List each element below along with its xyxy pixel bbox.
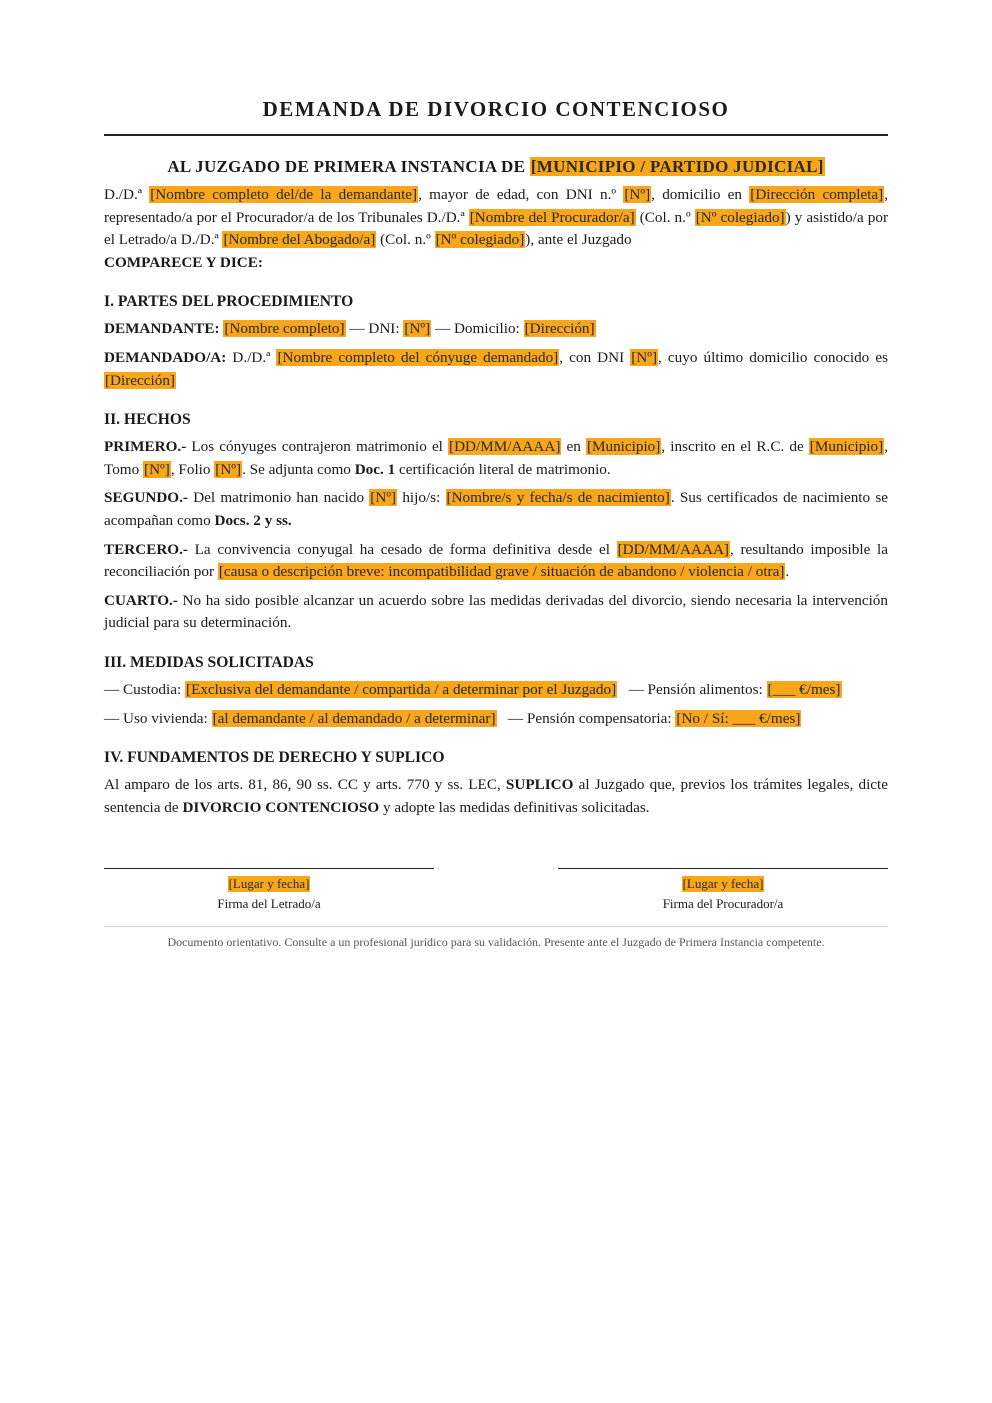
placeholder-hijos: [Nombre/s y fecha/s de nacimiento] <box>446 489 670 507</box>
hecho-segundo <box>104 487 888 532</box>
court-placeholder: [MUNICIPIO / PARTIDO JUDICIAL] <box>530 157 824 176</box>
placeholder-demandante-nombre-short: [Nombre completo] <box>224 320 345 338</box>
signature-label-procurador: Firma del Procurador/a <box>662 896 784 911</box>
placeholder-demandante-direccion: [Dirección completa] <box>750 186 884 203</box>
comparece-line: COMPARECE Y DICE: <box>104 253 263 271</box>
placeholder-demandante-dni-short: [Nº] <box>404 320 431 338</box>
hechos-text: . Se adjunta como <box>242 460 355 478</box>
docs-reference: Docs. 2 y ss. <box>214 511 292 529</box>
placeholder-procurador-nombre: [Nombre del Procurador/a] <box>469 208 635 226</box>
medida-compensatoria-label: — Pensión compensatoria: <box>504 709 676 727</box>
signature-line-letrado <box>104 868 434 869</box>
court-prefix: AL JUZGADO DE PRIMERA INSTANCIA DE <box>167 157 526 176</box>
signature-procurador <box>558 868 888 913</box>
demandante-line <box>104 318 888 341</box>
placeholder-lugar-fecha-procurador: [Lugar y fecha] <box>682 876 764 891</box>
placeholder-causa: [causa o descripción breve: incompatibilidad grave / situación de abandono / violencia / otra] <box>218 563 785 581</box>
placeholder-vivienda: [al demandante / al demandado / a determinar] <box>212 709 496 727</box>
placeholder-tomo: [Nº] <box>144 460 170 478</box>
hecho-tercero <box>104 539 888 584</box>
section-heading-fundamentos: IV. FUNDAMENTOS DE DERECHO Y SUPLICO <box>104 749 445 767</box>
hechos-text: . <box>785 563 790 581</box>
intro-text: (Col. n.º <box>376 231 435 249</box>
hecho-cuarto <box>104 590 888 635</box>
placeholder-demandante-dni: [Nº] <box>624 186 651 203</box>
placeholder-folio: [Nº] <box>215 460 242 478</box>
hechos-text: , inscrito en el R.C. de <box>661 438 809 456</box>
medida-custodia-label: — Custodia: <box>104 680 186 698</box>
demandado-line <box>104 347 888 392</box>
hecho-cuarto-label: CUARTO.- <box>104 591 178 609</box>
placeholder-custodia: [Exclusiva del demandante / compartida / a determinar por el Juzgado] <box>186 680 617 698</box>
title-divider <box>104 134 888 136</box>
placeholder-fecha-cese: [DD/MM/AAAA] <box>617 540 729 558</box>
partes-text: D./D.ª <box>226 348 277 366</box>
hechos-text: , Tomo <box>104 438 888 478</box>
intro-text: ), ante el Juzgado <box>525 231 632 249</box>
placeholder-demandado-nombre: [Nombre completo del cónyuge demandado] <box>277 348 559 366</box>
hechos-text: certificación literal de matrimonio. <box>395 460 611 478</box>
placeholder-abogado-nombre: [Nombre del Abogado/a] <box>223 231 376 249</box>
suplico-word: SUPLICO <box>505 776 574 794</box>
placeholder-procurador-colegiado: [Nº colegiado] <box>695 208 785 226</box>
placeholder-alimentos: [___ €/mes] <box>767 680 841 698</box>
fundamentos-text: al Juzgado que, previos los trámites legales, dicte sentencia de <box>104 776 888 816</box>
hechos-text: La convivencia conyugal ha cesado de forma definitiva desde el <box>187 540 617 558</box>
medida-vivienda-label: — Uso vivienda: <box>104 709 212 727</box>
intro-text: , representado/a por el Procurador/a de los Tribunales D./D.ª <box>104 186 888 226</box>
hecho-primero-label: PRIMERO.- <box>104 438 187 456</box>
section-heading-partes: I. PARTES DEL PROCEDIMIENTO <box>104 293 354 311</box>
placeholder-num-hijos: [Nº] <box>370 489 397 507</box>
hecho-primero <box>104 436 888 481</box>
medida-alimentos-label: — Pensión alimentos: <box>624 680 767 698</box>
intro-text: ) y asistido/a por el Letrado/a D./D.ª <box>104 208 888 249</box>
hechos-text: hijo/s: <box>397 489 446 507</box>
medida-vivienda-compensatoria <box>104 708 888 731</box>
hechos-text: Los cónyuges contrajeron matrimonio el <box>186 438 449 456</box>
intro-text: , mayor de edad, con DNI n.º <box>418 186 624 203</box>
hechos-text: No ha sido posible alcanzar un acuerdo sobre las medidas derivadas del divorcio, siendo necesaria la intervención judicial para su determinación. <box>104 591 888 632</box>
partes-text: — DNI: <box>345 320 404 338</box>
fundamentos-text: y adopte las medidas definitivas solicitadas. <box>379 798 650 816</box>
partes-text: — Domicilio: <box>431 320 524 338</box>
signature-row <box>104 868 888 918</box>
court-heading <box>104 154 888 180</box>
intro-paragraph <box>104 184 888 252</box>
partes-text: , cuyo último domicilio conocido es <box>658 348 888 366</box>
demandado-label: DEMANDADO/A: <box>104 348 227 366</box>
placeholder-lugar-fecha-letrado: [Lugar y fecha] <box>228 876 310 891</box>
placeholder-abogado-colegiado: [Nº colegiado] <box>435 231 525 249</box>
placeholder-municipio-rc: [Municipio] <box>809 438 884 456</box>
fundamentos-text: Al amparo de los arts. 81, 86, 90 ss. CC y arts. 770 y ss. LEC, <box>104 776 506 794</box>
signature-label-letrado: Firma del Letrado/a <box>217 896 321 911</box>
hecho-segundo-label: SEGUNDO.- <box>104 489 188 507</box>
intro-text: (Col. n.º <box>635 208 695 226</box>
placeholder-demandante-direccion-short: [Dirección] <box>524 320 595 338</box>
section-heading-hechos: II. HECHOS <box>104 411 191 429</box>
document-title: DEMANDA DE DIVORCIO CONTENCIOSO <box>262 97 730 121</box>
divorcio-contencioso-word: DIVORCIO CONTENCIOSO <box>182 798 380 816</box>
document-body <box>104 94 888 825</box>
hechos-text: . Sus certificados de nacimiento se acompañan como <box>104 489 888 529</box>
intro-text: , domicilio en <box>651 186 750 203</box>
partes-text: , con DNI <box>559 348 631 366</box>
footer-divider <box>104 926 888 927</box>
signature-line-procurador <box>558 868 888 869</box>
intro-text: D./D.ª <box>104 186 150 203</box>
placeholder-fecha-matrimonio: [DD/MM/AAAA] <box>449 438 561 456</box>
signature-letrado <box>104 868 434 913</box>
hechos-text: , resultando imposible la reconciliación por <box>104 540 888 581</box>
footer-note: Documento orientativo. Consulte a un profesional jurídico para su validación. Presente ante el Juzgado de Primera Instancia competente. <box>167 935 825 949</box>
medida-custodia-alimentos <box>104 679 888 702</box>
hechos-text: Del matrimonio han nacido <box>187 489 370 507</box>
hechos-text: , Folio <box>170 460 215 478</box>
fundamentos-paragraph <box>104 774 888 819</box>
placeholder-demandado-dni: [Nº] <box>631 348 658 366</box>
doc-reference: Doc. 1 <box>354 460 396 478</box>
section-heading-medidas: III. MEDIDAS SOLICITADAS <box>104 653 314 671</box>
demandante-label: DEMANDANTE: <box>104 320 220 338</box>
placeholder-demandado-direccion: [Dirección] <box>105 371 175 389</box>
placeholder-demandante-nombre: [Nombre completo del/de la demandante] <box>150 186 418 203</box>
placeholder-compensatoria: [No / Sí: ___ €/mes] <box>676 709 801 727</box>
placeholder-municipio-matrimonio: [Municipio] <box>586 438 661 456</box>
hechos-text: en <box>561 438 586 456</box>
hecho-tercero-label: TERCERO.- <box>104 540 188 558</box>
